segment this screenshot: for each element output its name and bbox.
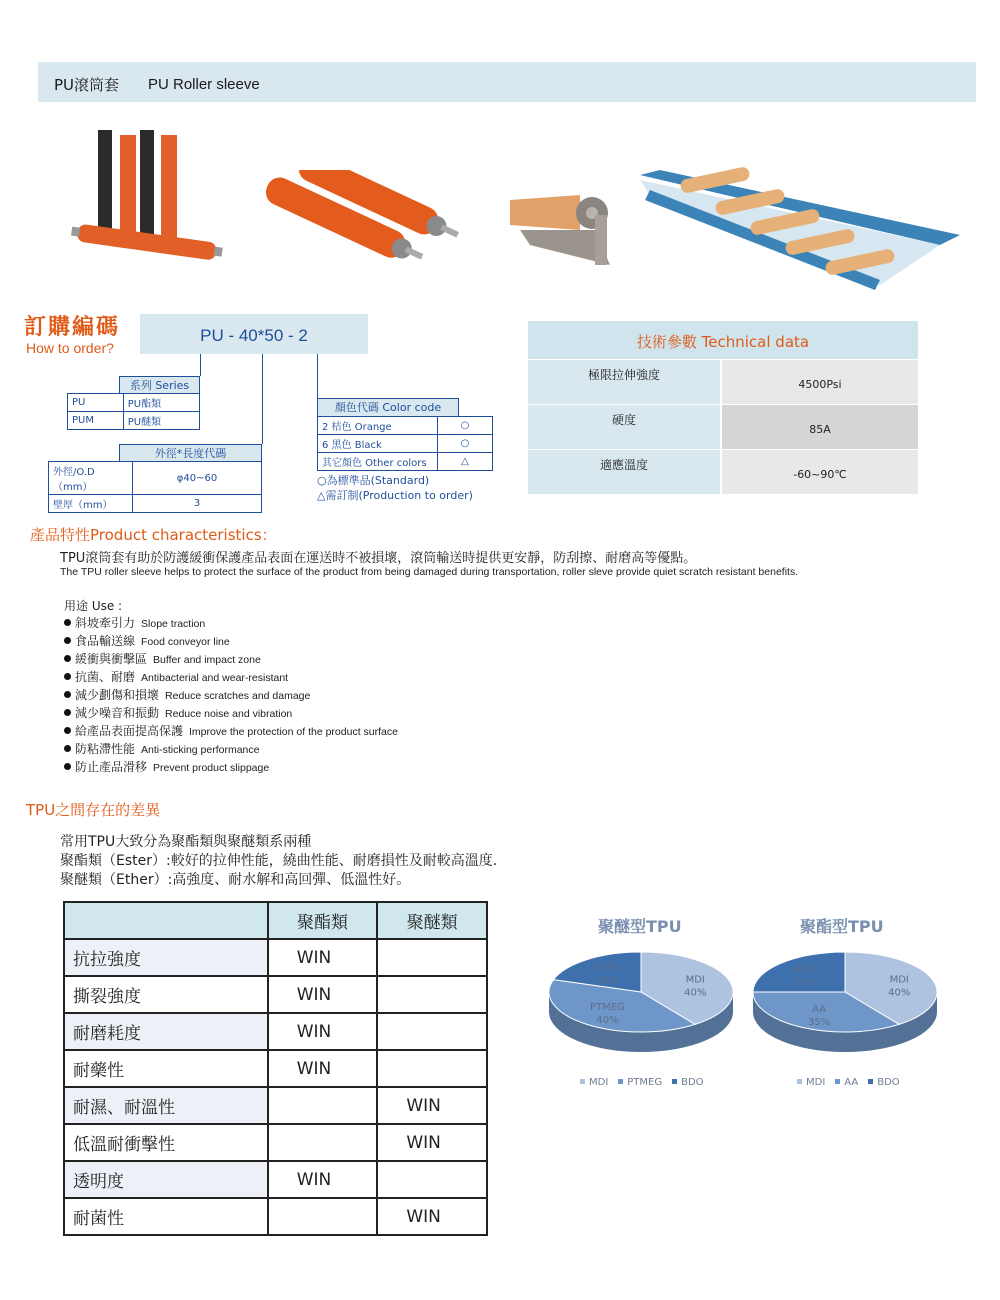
chart-title: 聚酯型TPU — [800, 917, 884, 936]
table-row: 抗拉強度 WIN — [64, 939, 487, 976]
legend-item: BDO — [868, 1077, 899, 1088]
list-item: 斜坡牽引力 Slope traction — [64, 615, 398, 633]
table-row: 耐磨耗度 WIN — [64, 1013, 487, 1050]
size-label: 外徑*長度代碼 — [119, 444, 262, 461]
slice-value: 40% — [596, 1015, 619, 1027]
legend-item: BDO — [672, 1077, 703, 1088]
order-title: 訂購編碼 — [24, 315, 121, 340]
diff-line: 聚酯類（Ester）:較好的拉伸性能，繞曲性能、耐磨損性及耐較高溫度. — [60, 853, 498, 869]
table-header: 聚酯類 — [268, 902, 378, 939]
connector-line — [200, 354, 201, 376]
slice-label: PTMEG — [590, 1002, 625, 1014]
page-title-en: PU Roller sleeve — [148, 76, 260, 93]
technical-key: 硬度 — [528, 405, 720, 449]
size-key: 壁厚（mm） — [49, 495, 133, 513]
list-item: 減少噪音和振動 Reduce noise and vibration — [64, 705, 398, 723]
color-mark: ○ — [438, 435, 493, 453]
color-mark: △ — [438, 453, 493, 471]
sleeve-rollers-image — [65, 125, 235, 285]
size-key: 外徑/O.D（mm） — [49, 462, 133, 495]
table-row: 耐藥性 WIN — [64, 1050, 487, 1087]
chart-legend — [580, 1077, 714, 1088]
pie-chart-ether — [548, 945, 738, 1065]
slice-value: 35% — [807, 1017, 831, 1029]
conveyor-image — [640, 145, 960, 290]
table-header — [64, 902, 268, 939]
orange-rollers-image — [262, 170, 462, 270]
technical-key: 極限拉伸強度 — [528, 360, 720, 404]
series-label: 系列 Series — [119, 376, 200, 393]
diff-title: TPU之間存在的差異 — [26, 801, 161, 819]
color-code: 其它顏色 Other colors — [318, 453, 438, 471]
table-row: 耐菌性 WIN — [64, 1198, 487, 1235]
characteristics-text-en: The TPU roller sleeve helps to protect the surface of the product from being damaged during transportation, roller sleve provide quiet scratch resistant benefits. — [60, 566, 799, 578]
color-code: 6 黑色 Black — [318, 435, 438, 453]
note-standard: ○為標準品(Standard) — [317, 474, 430, 487]
series-desc: PU酯類 — [123, 394, 199, 412]
technical-title: 技術參數 Technical data — [528, 321, 918, 359]
connector-line — [317, 354, 318, 398]
table-row: 耐濕、耐溫性 WIN — [64, 1087, 487, 1124]
chart-legend — [797, 1077, 910, 1088]
series-desc: PU醚類 — [123, 412, 199, 430]
legend-item: MDI — [580, 1077, 608, 1088]
slice-label: BDO — [596, 961, 619, 973]
series-code: PU — [68, 394, 124, 412]
uses-label: 用途 Use : — [64, 599, 123, 613]
technical-row — [528, 405, 918, 449]
technical-value: 85A — [722, 405, 918, 449]
technical-table — [528, 321, 918, 494]
series-table — [67, 393, 200, 430]
technical-key: 適應溫度 — [528, 450, 720, 494]
technical-row — [528, 360, 918, 404]
color-table — [317, 416, 493, 471]
list-item: 給產品表面提高保護 Improve the protection of the product surface — [64, 723, 398, 741]
order-subtitle: How to order? — [26, 340, 114, 356]
legend-item: PTMEG — [618, 1077, 662, 1088]
legend-item: MDI — [797, 1077, 825, 1088]
slice-value: 25% — [793, 977, 816, 989]
list-item: 防止產品滑移 Prevent product slippage — [64, 759, 398, 777]
slice-value: 20% — [596, 974, 619, 986]
uses-list — [64, 598, 398, 777]
table-row: 低溫耐衝擊性 WIN — [64, 1124, 487, 1161]
order-code: PU - 40*50 - 2 — [140, 314, 368, 354]
color-code: 2 桔色 Orange — [318, 417, 438, 435]
size-value: 3 — [133, 495, 262, 513]
technical-value: 4500Psi — [722, 360, 918, 404]
chart-title: 聚醚型TPU — [598, 917, 682, 936]
list-item: 食品輸送線 Food conveyor line — [64, 633, 398, 651]
note-order: △需訂制(Production to order) — [317, 489, 473, 502]
list-item: 緩衝與衝擊區 Buffer and impact zone — [64, 651, 398, 669]
color-mark: ○ — [438, 417, 493, 435]
title-bar — [38, 62, 976, 102]
slice-label: AA — [812, 1004, 827, 1016]
slice-label: MDI — [685, 974, 705, 986]
list-item: 防粘滯性能 Anti-sticking performance — [64, 741, 398, 759]
characteristics-title: 產品特性Product characteristics： — [30, 526, 277, 544]
comparison-table — [63, 901, 488, 1236]
table-row: 透明度 WIN — [64, 1161, 487, 1198]
diff-line: 聚醚類（Ether）:高強度、耐水解和高回彈、低溫性好。 — [60, 872, 411, 888]
list-item: 減少劃傷和損壞 Reduce scratches and damage — [64, 687, 398, 705]
slice-value: 40% — [684, 987, 707, 999]
table-header: 聚醚類 — [377, 902, 487, 939]
characteristics-text-zh: TPU滾筒套有助於防護緩衝保護產品表面在運送時不被損壞，滾筒輸送時提供更安靜，防刮擦、耐磨高等優點。 — [60, 551, 697, 566]
page-title-zh: PU滾筒套 — [54, 76, 120, 94]
slice-label: MDI — [889, 974, 909, 986]
color-label: 顏色代碼 Color code — [317, 398, 459, 416]
pie-chart-ester — [752, 945, 942, 1065]
slice-value: 40% — [888, 987, 911, 999]
series-code: PUM — [68, 412, 124, 430]
roller-bracket-image — [500, 185, 615, 275]
legend-item: AA — [835, 1077, 858, 1088]
table-row: 撕裂強度 WIN — [64, 976, 487, 1013]
diff-line: 常用TPU大致分為聚酯類與聚醚類系兩種 — [60, 834, 312, 850]
list-item: 抗菌、耐磨 Antibacterial and wear-resistant — [64, 669, 398, 687]
technical-value: -60~90℃ — [722, 450, 918, 494]
technical-row — [528, 450, 918, 494]
size-value: φ40~60 — [133, 462, 262, 495]
connector-line — [262, 354, 263, 444]
slice-label: BDO — [793, 964, 816, 976]
size-table — [48, 461, 262, 513]
